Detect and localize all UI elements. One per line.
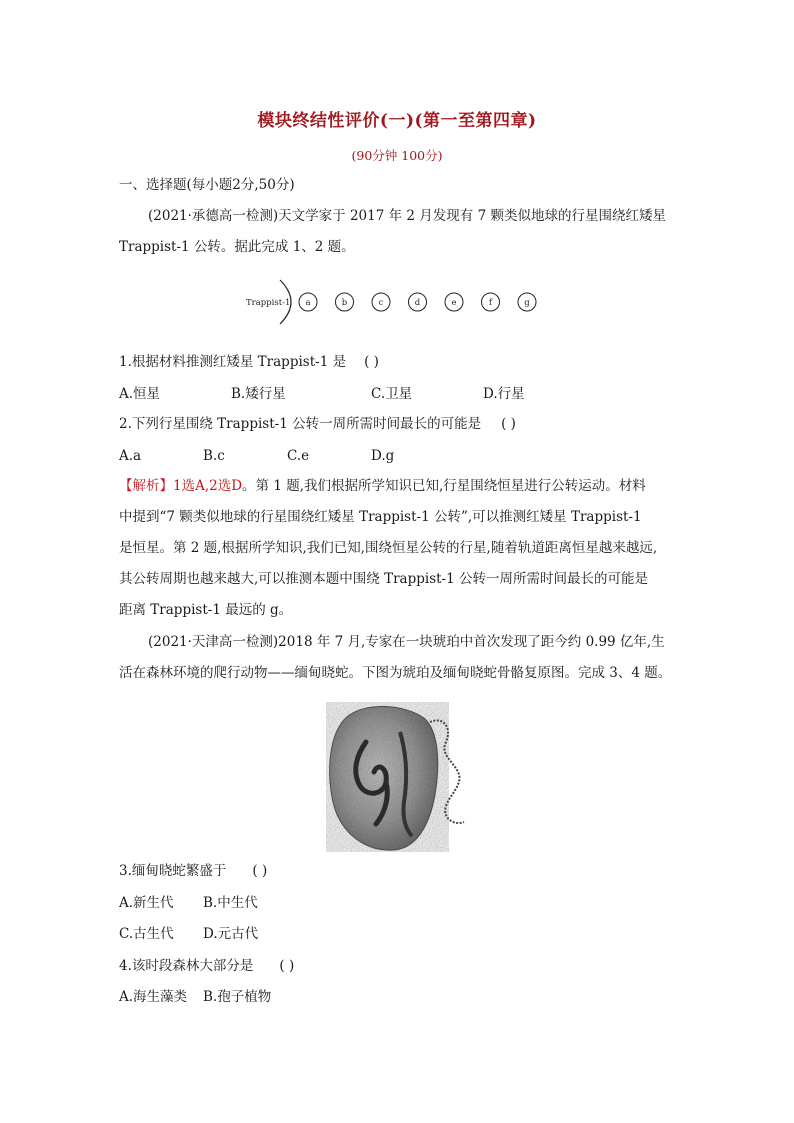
- q4-stem-text: 4.该时段森林大部分是: [119, 958, 254, 974]
- q3-options-row1: [119, 893, 258, 913]
- analysis-tag: 【解析】: [119, 478, 173, 494]
- q3-option-b: B.中生代: [203, 895, 258, 911]
- amber-fossil-figure: [326, 702, 472, 852]
- star-label: Trappist-1: [246, 298, 291, 308]
- analysis-line2: 中提到“7 颗类似地球的行星围绕红矮星 Trappist-1 公转”,可以推测红矮星 Trappist-1: [119, 509, 642, 525]
- analysis-line3: 是恒星。第 2 题,根据所学知识,我们已知,围绕恒星公转的行星,随着轨道距离恒星越来越远,: [119, 540, 658, 556]
- q1-option-a: A.恒星: [119, 386, 161, 402]
- planet-2-label: c: [378, 298, 384, 308]
- planet-5-label: f: [488, 298, 493, 308]
- analysis-line4: 其公转周期也越来越大,可以推测本题中围绕 Trappist-1 公转一周所需时间最长的可能是: [119, 571, 648, 587]
- planet-1-label: b: [341, 298, 348, 308]
- q2-option-d: D.g: [371, 448, 395, 464]
- q1-bracket: ( ): [364, 354, 379, 370]
- q3-bracket: ( ): [252, 863, 268, 879]
- amber-piece: [330, 706, 438, 850]
- q2-option-b: B.c: [203, 448, 225, 464]
- page-subtitle: (90分钟 100分): [351, 148, 443, 163]
- analysis-line1: [119, 476, 646, 496]
- q4-option-a: A.海生藻类: [119, 989, 188, 1005]
- q1-option-b: B.矮行星: [231, 386, 286, 402]
- analysis-line1-text: 。第 1 题,我们根据所学知识已知,行星围绕恒星进行公转运动。材料: [242, 478, 646, 494]
- planet-group: [299, 293, 536, 311]
- q2-bracket: ( ): [501, 416, 516, 432]
- passage1-line2: Trappist-1 公转。据此完成 1、2 题。: [119, 239, 355, 255]
- passage2-line2: 活在森林环境的爬行动物——缅甸晓蛇。下图为琥珀及缅甸晓蛇骨骼复原图。完成 3、4 题。: [119, 665, 672, 681]
- q4-options: [119, 987, 271, 1007]
- q4-option-b: B.孢子植物: [203, 989, 272, 1005]
- q4-bracket: ( ): [279, 958, 295, 974]
- q3-stem-text: 3.缅甸晓蛇繁盛于: [119, 863, 227, 879]
- passage2-line1: (2021·天津高一检测)2018 年 7 月,专家在一块琥珀中首次发现了距今约 0.99 亿年,生: [148, 634, 665, 650]
- q3-option-a: A.新生代: [119, 895, 174, 911]
- planet-0-label: a: [305, 298, 311, 308]
- section-heading: 一、选择题(每小题2分,50分): [119, 177, 295, 193]
- trappist-system-figure: [246, 278, 546, 326]
- q1-option-c: C.卫星: [371, 386, 413, 402]
- q3-option-c: C.古生代: [119, 926, 174, 942]
- q2-option-a: A.a: [119, 448, 142, 464]
- q1-option-d: D.行星: [483, 386, 525, 402]
- passage1-line1: (2021·承德高一检测)天文学家于 2017 年 2 月发现有 7 颗类似地球的行星围绕红矮星: [148, 208, 666, 224]
- analysis-answer: 1选A,2选D: [173, 478, 243, 494]
- q3-options-row2: [119, 924, 258, 944]
- analysis-line5: 距离 Trappist-1 最远的 g。: [119, 602, 293, 618]
- q2-option-c: C.e: [287, 448, 310, 464]
- planet-4-label: e: [451, 298, 457, 308]
- q2-options: [119, 446, 394, 466]
- q1-stem-text: 1.根据材料推测红矮星 Trappist-1 是: [119, 354, 347, 370]
- q4-stem: [119, 956, 294, 976]
- planet-6-label: g: [524, 298, 530, 308]
- q3-stem: [119, 861, 267, 881]
- page-title: 模块终结性评价(一)(第一至第四章): [257, 111, 537, 131]
- q3-option-d: D.元古代: [203, 926, 259, 942]
- q1-stem: [119, 352, 379, 372]
- q2-stem-text: 2.下列行星围绕 Trappist-1 公转一周所需时间最长的可能是: [119, 416, 482, 432]
- planet-3-label: d: [414, 298, 421, 308]
- q1-options: [119, 384, 525, 404]
- q2-stem: [119, 414, 516, 434]
